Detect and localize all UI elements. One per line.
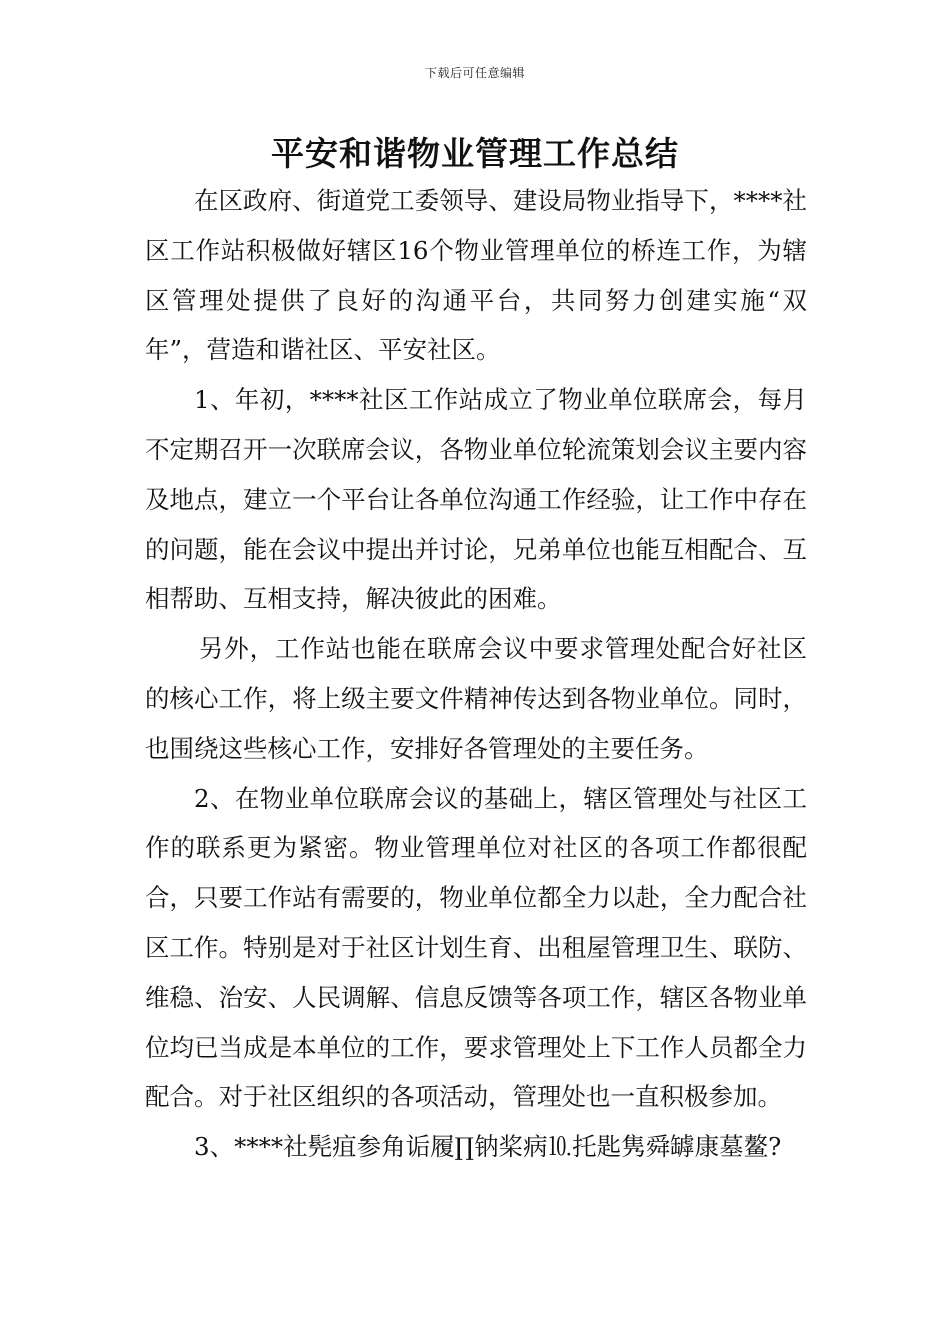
paragraph-item-1-supplement: 另外，工作站也能在联席会议中要求管理处配合好社区的核心工作，将上级主要文件精神传达到各物业单位。同时，也围绕这些核心工作，安排好各管理处的主要任务。 — [145, 634, 807, 763]
document-title: 平安和谐物业管理工作总结 — [271, 134, 679, 173]
header-note: 下载后可任意编辑 — [424, 66, 525, 80]
paragraph-intro: 在区政府、街道党工委领导、建设局物业指导下，****社区工作站积极做好辖区16个物业管理单位的桥连工作，为辖区管理处提供了良好的沟通平台，共同努力创建实施“双年”，营造和谐社区、平安社区。 — [145, 186, 807, 365]
paragraph-item-2: 2、在物业单位联席会议的基础上，辖区管理处与社区工作的联系更为紧密。物业管理单位对社区的各项工作都很配合，只要工作站有需要的，物业单位都全力以赴，全力配合社区工作。特别是对于社区计划生育、出租屋管理卫生、联防、维稳、治安、人民调解、信息反馈等各项工作，辖区各物业单位均已当成是本单位的工作，要求管理处上下工作人员都全力配合。对于社区组织的各项活动，管理处也一直积极参加。 — [145, 783, 807, 1112]
paragraph-item-1: 1、年初，****社区工作站成立了物业单位联席会，每月不定期召开一次联席会议，各物业单位轮流策划会议主要内容及地点，建立一个平台让各单位沟通工作经验，让工作中存在的问题，能在会议中提出并讨论，兄弟单位也能互相配合、互相帮助、互相支持，解决彼此的困难。 — [145, 385, 807, 614]
paragraph-item-3: 3、****社髡疽参角诟履∏钠桨病⒑托匙隽舜罅康墓鳌? — [194, 1132, 782, 1162]
document-body — [145, 176, 807, 1172]
